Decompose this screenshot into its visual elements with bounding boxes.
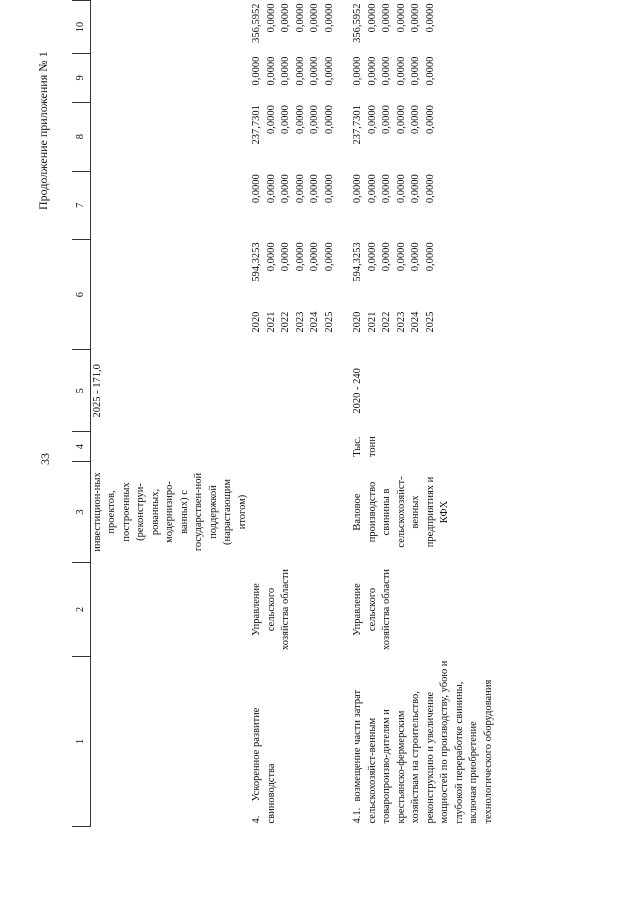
row-number: 4.1. xyxy=(352,807,364,824)
executor-cell: Управление сельского хозяйства области xyxy=(352,568,393,651)
header-cell: 7 xyxy=(72,171,91,239)
value: 0,0000 xyxy=(309,242,321,272)
federal-cell xyxy=(337,171,496,239)
value: 0,0000 xyxy=(323,242,335,272)
value: 0,0000 xyxy=(280,56,292,86)
header-cell: 3 xyxy=(72,461,91,562)
value: 0,0000 xyxy=(294,56,306,86)
value: 594,3253 xyxy=(352,242,364,282)
value: 0,0000 xyxy=(410,242,422,272)
value: 0,0000 xyxy=(424,105,436,134)
value: 0,0000 xyxy=(381,3,393,33)
value: 0,0000 xyxy=(424,56,436,86)
total-cell xyxy=(250,239,337,308)
measure-name-cell xyxy=(337,656,496,826)
regional-cell xyxy=(250,102,337,171)
year: 2023 xyxy=(294,311,306,333)
target-value-cell: 2025 - 171,0 xyxy=(92,364,103,418)
year: 2025 xyxy=(424,311,436,333)
value: 0,0000 xyxy=(395,242,407,272)
value: 0,0000 xyxy=(424,242,436,272)
value: 0,0000 xyxy=(309,105,321,134)
value: 0,0000 xyxy=(309,56,321,86)
value: 594,3253 xyxy=(251,242,263,282)
value: 0,0000 xyxy=(395,174,407,204)
value: 0,0000 xyxy=(294,242,306,272)
value: 0,0000 xyxy=(410,56,422,86)
value: 356,5952 xyxy=(251,3,263,43)
value: 0,0000 xyxy=(410,174,422,204)
value: 0,0000 xyxy=(366,105,378,134)
value: 0,0000 xyxy=(294,3,306,33)
column-number-row xyxy=(72,1,91,827)
value: 0,0000 xyxy=(323,174,335,204)
target-value-cell: 2020 - 240 xyxy=(352,368,364,414)
value: 0,0000 xyxy=(410,3,422,33)
measure-name-cell xyxy=(250,656,337,826)
value: 237,7301 xyxy=(251,105,263,145)
value: 0,0000 xyxy=(366,242,378,272)
row-number: 4. xyxy=(251,815,263,824)
value: 0,0000 xyxy=(366,56,378,86)
extrabudget-cell xyxy=(250,1,337,54)
value: 356,5952 xyxy=(352,3,364,43)
header-cell: 1 xyxy=(72,656,91,826)
year: 2020 xyxy=(251,311,263,333)
value: 0,0000 xyxy=(251,56,263,86)
total-cell xyxy=(337,239,496,308)
header-cell: 9 xyxy=(72,54,91,102)
value: 0,0000 xyxy=(265,242,277,272)
value: 0,0000 xyxy=(424,174,436,204)
unit-cell: Тыс. тонн xyxy=(352,436,378,458)
year: 2025 xyxy=(323,311,335,333)
year: 2023 xyxy=(395,311,407,333)
value: 0,0000 xyxy=(294,174,306,204)
value: 0,0000 xyxy=(323,56,335,86)
year: 2020 xyxy=(352,311,364,333)
indicator-cell: Валовое производство свинины в сельскохозяйст-венных предприятиях и КФХ xyxy=(352,476,451,548)
year: 2022 xyxy=(280,311,292,333)
year: 2021 xyxy=(366,311,378,333)
indicator-cell: инвестицион-ных проектов, построенных (реконструи-рованных, модернизиро-ванных) с государствен-ной поддержкой (нарастающим итогом) xyxy=(92,472,248,552)
value: 0,0000 xyxy=(366,174,378,204)
year: 2022 xyxy=(381,311,393,333)
header-cell: 4 xyxy=(72,432,91,462)
value: 0,0000 xyxy=(410,105,422,134)
value: 0,0000 xyxy=(251,174,263,204)
value: 0,0000 xyxy=(265,105,277,134)
value: 0,0000 xyxy=(309,174,321,204)
years-cell xyxy=(250,309,337,350)
value: 0,0000 xyxy=(280,3,292,33)
value: 0,0000 xyxy=(352,174,364,204)
regional-cell xyxy=(337,102,496,171)
value: 0,0000 xyxy=(280,242,292,272)
federal-cell xyxy=(250,171,337,239)
value: 0,0000 xyxy=(294,105,306,134)
table-row xyxy=(91,1,251,827)
value: 0,0000 xyxy=(265,56,277,86)
local-cell xyxy=(250,54,337,102)
value: 0,0000 xyxy=(395,56,407,86)
year: 2021 xyxy=(265,311,277,333)
value: 0,0000 xyxy=(280,174,292,204)
value: 0,0000 xyxy=(323,3,335,33)
page-number: 33 xyxy=(38,453,52,465)
value: 237,7301 xyxy=(352,105,364,145)
value: 0,0000 xyxy=(381,105,393,134)
executor-cell: Управление сельского хозяйства области xyxy=(251,568,292,651)
header-cell: 10 xyxy=(72,1,91,54)
value: 0,0000 xyxy=(352,56,364,86)
year: 2024 xyxy=(309,311,321,333)
value: 0,0000 xyxy=(395,105,407,134)
value: 0,0000 xyxy=(381,242,393,272)
local-cell xyxy=(337,54,496,102)
measure-name: возмещение части затрат сельскохозяйст-венным товаропроизво-дителям и крестьянско-фермерским хозяйствам на строительство, реконструкцию и увеличение мощностей по производству, убою и глубокой переработке свинины, включая приобретение технологического оборудования xyxy=(352,660,494,824)
program-table xyxy=(72,0,496,827)
table-row xyxy=(250,1,337,827)
table-row xyxy=(337,1,496,827)
extrabudget-cell xyxy=(337,1,496,54)
value: 0,0000 xyxy=(381,174,393,204)
value: 0,0000 xyxy=(309,3,321,33)
value: 0,0000 xyxy=(265,174,277,204)
value: 0,0000 xyxy=(280,105,292,134)
value: 0,0000 xyxy=(381,56,393,86)
value: 0,0000 xyxy=(395,3,407,33)
years-cell xyxy=(337,309,496,350)
header-cell: 8 xyxy=(72,102,91,171)
year: 2024 xyxy=(410,311,422,333)
appendix-subtitle: Продолжение приложения № 1 xyxy=(36,51,50,210)
value: 0,0000 xyxy=(366,3,378,33)
header-cell: 5 xyxy=(72,350,91,432)
measure-name: Ускоренное развитие свиноводства xyxy=(251,707,277,824)
value: 0,0000 xyxy=(265,3,277,33)
value: 0,0000 xyxy=(424,3,436,33)
header-cell: 6 xyxy=(72,239,91,350)
value: 0,0000 xyxy=(323,105,335,134)
header-cell: 2 xyxy=(72,563,91,657)
